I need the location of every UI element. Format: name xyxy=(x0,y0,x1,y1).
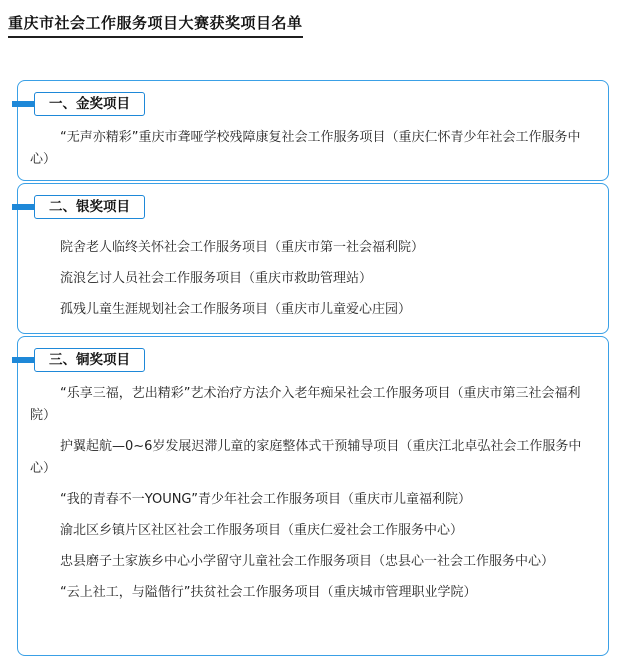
list-item: “云上社工，与隘偕行”扶贫社会工作服务项目（重庆城市管理职业学院） xyxy=(60,585,477,600)
list-item: 渝北区乡镇片区社区社会工作服务项目（重庆仁爱社会工作服务中心） xyxy=(60,523,464,538)
bronze-award-section xyxy=(17,336,609,656)
award-list xyxy=(30,232,598,325)
silver-award-section xyxy=(17,183,609,334)
list-item: 孤残儿童生涯规划社会工作服务项目（重庆市儿童爱心庄园） xyxy=(60,302,412,317)
list-item: 护翼起航—0~6岁发展迟滞儿童的家庭整体式干预辅导项目（重庆江北卓弘社会工作服务中心） xyxy=(30,439,582,476)
list-item: 流浪乞讨人员社会工作服务项目（重庆市救助管理站） xyxy=(60,271,373,286)
award-list xyxy=(30,383,598,604)
section-header xyxy=(12,195,152,219)
section-header xyxy=(12,92,152,116)
section-heading: 一、金奖项目 xyxy=(34,92,145,116)
section-heading: 二、银奖项目 xyxy=(34,195,145,219)
list-item: 忠县磨子土家族乡中心小学留守儿童社会工作服务项目（忠县心一社会工作服务中心） xyxy=(60,554,555,569)
page-title: 重庆市社会工作服务项目大赛获奖项目名单 xyxy=(8,12,303,38)
list-item: “乐享三福，艺出精彩”艺术治疗方法介入老年痴呆社会工作服务项目（重庆市第三社会福利院） xyxy=(30,386,581,423)
section-header xyxy=(12,348,152,372)
list-item: “无声亦精彩”重庆市聋哑学校残障康复社会工作服务项目（重庆仁怀青少年社会工作服务中心） xyxy=(30,130,581,167)
list-item: “我的青春不一YOUNG”青少年社会工作服务项目（重庆市儿童福利院） xyxy=(60,492,471,507)
gold-award-section xyxy=(17,80,609,181)
award-list xyxy=(30,127,598,171)
list-item: 院舍老人临终关怀社会工作服务项目（重庆市第一社会福利院） xyxy=(60,240,425,255)
section-heading: 三、铜奖项目 xyxy=(34,348,145,372)
